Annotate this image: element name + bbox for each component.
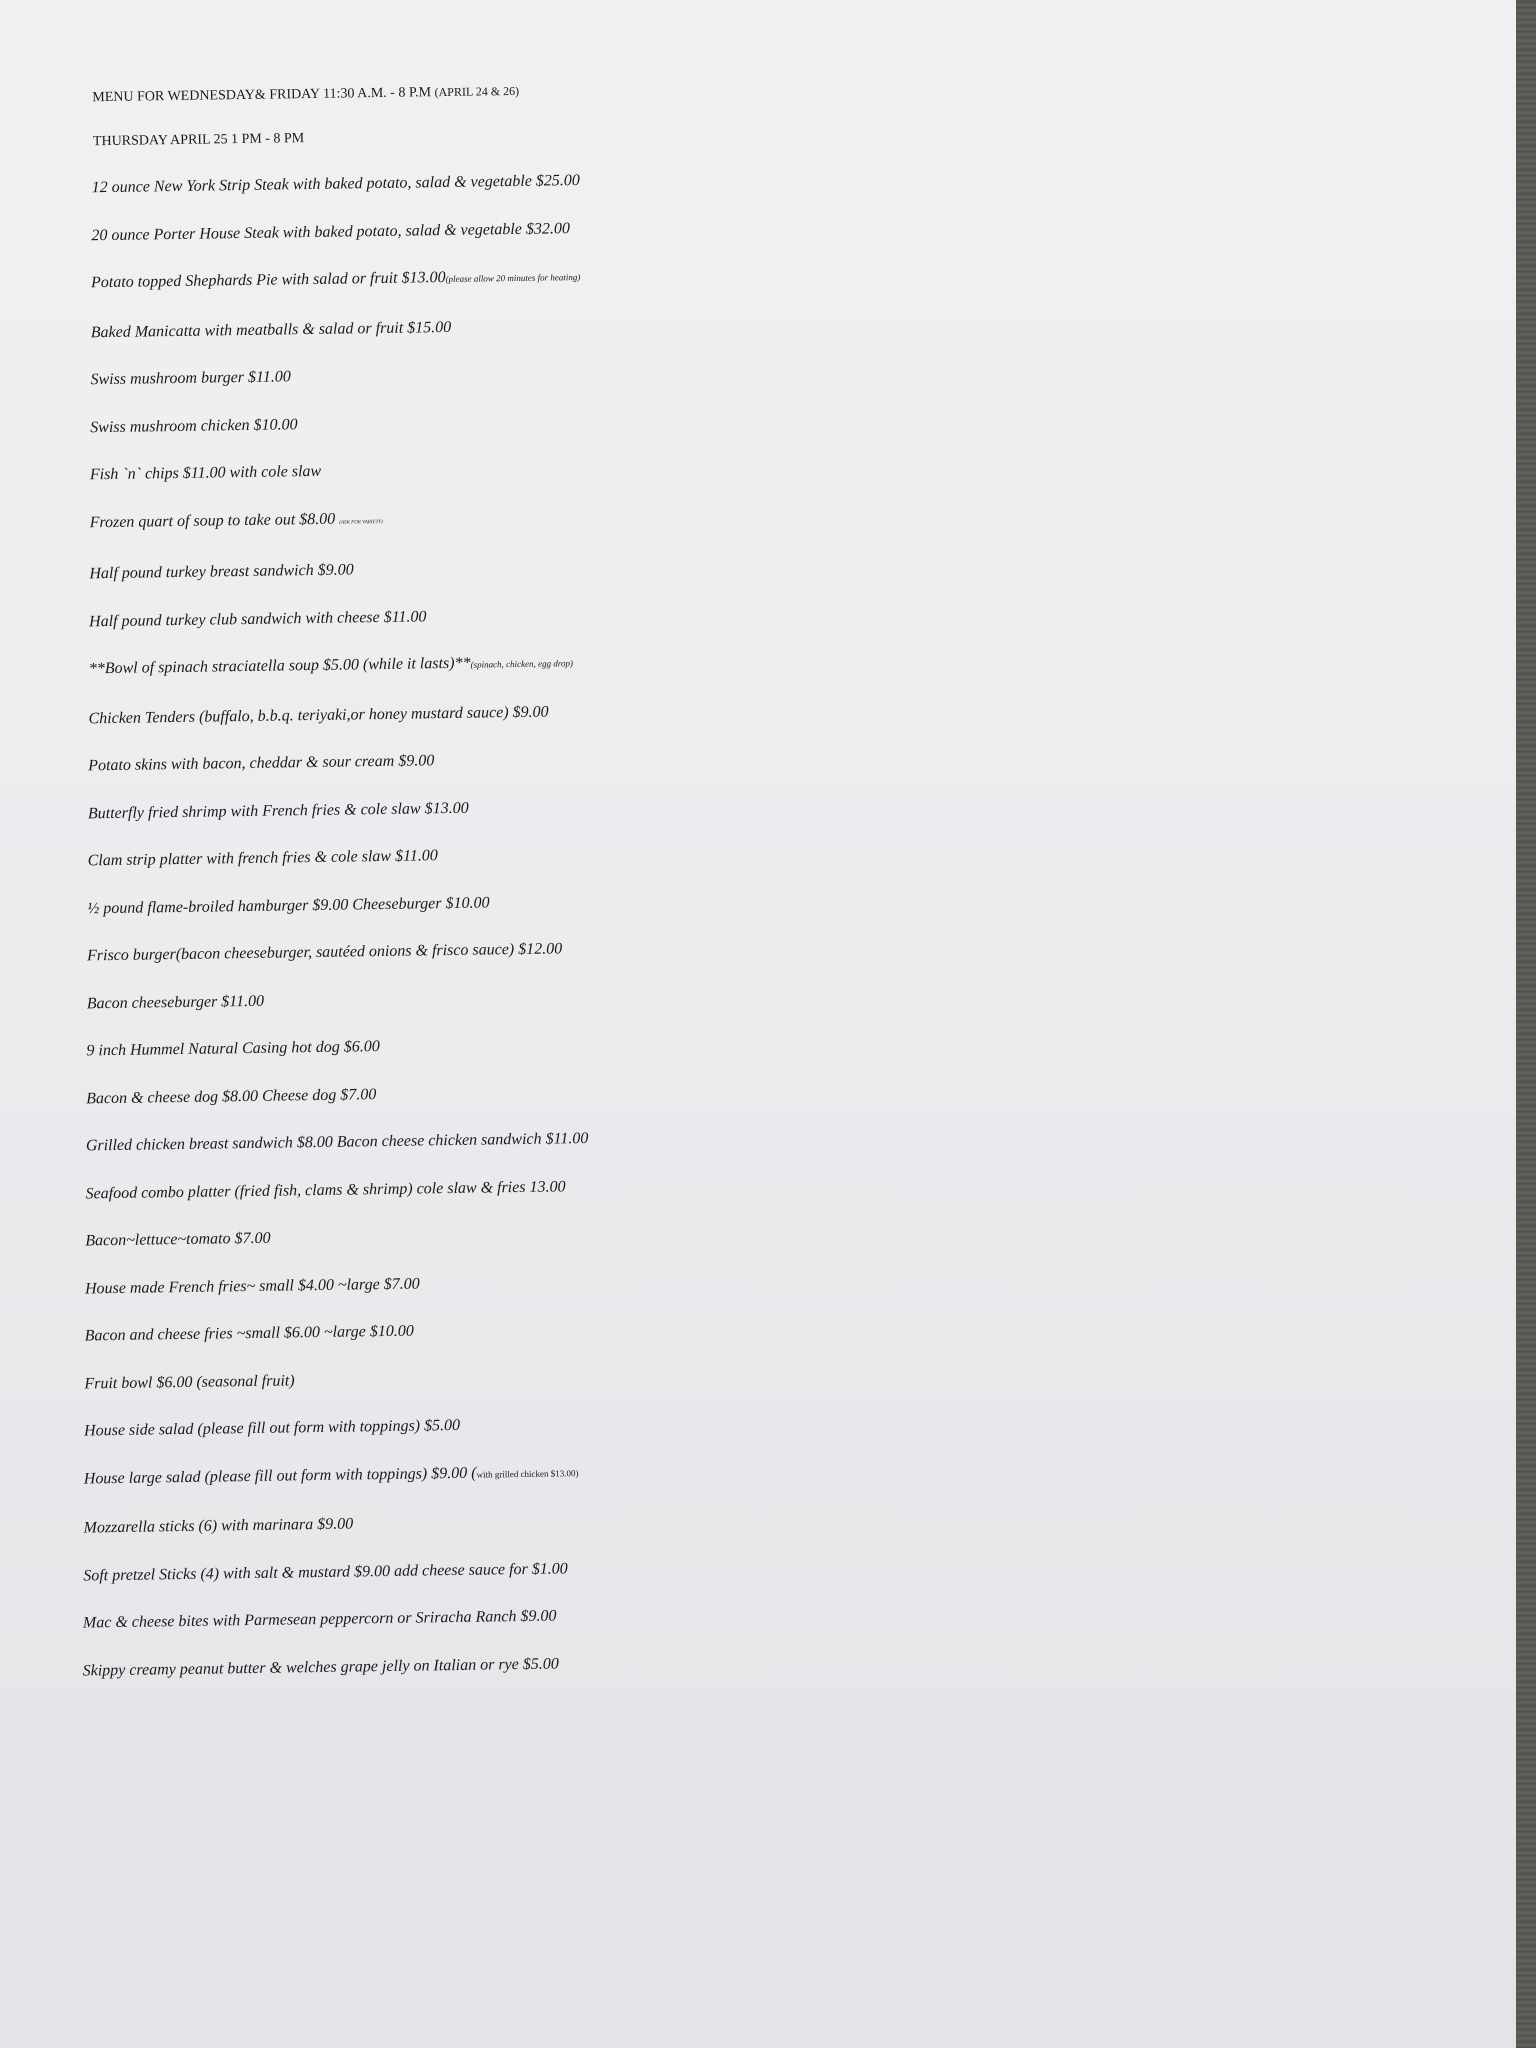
menu-header-line-2: THURSDAY APRIL 25 1 PM - 8 PM bbox=[92, 131, 305, 150]
menu-item-text: 9 inch Hummel Natural Casing hot dog $6.00 bbox=[86, 1038, 380, 1060]
menu-item-text: Half pound turkey breast sandwich $9.00 bbox=[89, 561, 354, 583]
menu-item-text: Seafood combo platter (fried fish, clams & shrimp) cole slaw & fries 13.00 bbox=[85, 1177, 566, 1202]
menu-item-text: 12 ounce New York Strip Steak with baked potato, salad & vegetable $25.00 bbox=[91, 172, 580, 197]
menu-item-note: with grilled chicken $13.00) bbox=[476, 1467, 579, 1480]
menu-item-text: Clam strip platter with french fries & cole slaw $11.00 bbox=[87, 847, 438, 870]
menu-item-text: 20 ounce Porter House Steak with baked potato, salad & vegetable $32.00 bbox=[91, 219, 571, 244]
menu-item-text: Potato skins with bacon, cheddar & sour cream $9.00 bbox=[88, 752, 435, 775]
menu-item-text: Bacon and cheese fries ~small $6.00 ~large $10.00 bbox=[84, 1322, 414, 1345]
menu-item-text: Frozen quart of soup to take out $8.00 bbox=[89, 510, 340, 531]
menu-item-text: House side salad (please fill out form with toppings) $5.00 bbox=[83, 1416, 461, 1440]
menu-item-text: Mozzarella sticks (6) with marinara $9.00 bbox=[83, 1515, 354, 1537]
menu-item-list bbox=[41, 143, 1516, 1694]
menu-item-text: House made French fries~ small $4.00 ~large $7.00 bbox=[84, 1275, 420, 1297]
menu-item-text: **Bowl of spinach straciatella soup $5.00 (while it lasts)** bbox=[88, 654, 471, 678]
menu-item-text: Chicken Tenders (buffalo, b.b.q. teriyaki,or honey mustard sauce) $9.00 bbox=[88, 703, 549, 727]
menu-sheet bbox=[40, 54, 1516, 1694]
menu-item-text: House large salad (please fill out form with toppings) $9.00 ( bbox=[83, 1464, 477, 1488]
menu-item-text: Fruit bowl $6.00 (seasonal fruit) bbox=[84, 1371, 295, 1392]
table-surface bbox=[1516, 0, 1536, 2048]
menu-item-text: Skippy creamy peanut butter & welches grape jelly on Italian or rye $5.00 bbox=[82, 1654, 559, 1680]
menu-item-text: Swiss mushroom chicken $10.00 bbox=[90, 415, 298, 436]
menu-item-text: Bacon & cheese dog $8.00 Cheese dog $7.00 bbox=[86, 1085, 377, 1107]
menu-item-note: (ASK FOR VARIETY) bbox=[339, 519, 383, 526]
menu-item-note: (spinach, chicken, egg drop) bbox=[470, 658, 574, 670]
menu-header-hours: MENU FOR WEDNESDAY& FRIDAY 11:30 A.M. - 8 P.M bbox=[92, 85, 432, 106]
menu-item-text: ½ pound flame-broiled hamburger $9.00 Cheeseburger $10.00 bbox=[87, 893, 490, 917]
menu-item-text: Half pound turkey club sandwich with cheese $11.00 bbox=[88, 607, 427, 630]
menu-item-text: Frisco burger(bacon cheeseburger, sautéed onions & frisco sauce) $12.00 bbox=[86, 940, 563, 965]
menu-item-text: Mac & cheese bites with Parmesean peppercorn or Sriracha Ranch $9.00 bbox=[82, 1607, 557, 1632]
menu-item-text: Butterfly fried shrimp with French fries & cole slaw $13.00 bbox=[87, 799, 469, 822]
menu-item-text: Swiss mushroom burger $11.00 bbox=[90, 368, 291, 389]
menu-header-dates: (APRIL 24 & 26) bbox=[434, 83, 520, 100]
menu-item-note: (please allow 20 minutes for heating) bbox=[445, 272, 581, 285]
menu-item-text: Soft pretzel Sticks (4) with salt & mustard $9.00 add cheese sauce for $1.00 bbox=[83, 1559, 568, 1585]
menu-item-text: Grilled chicken breast sandwich $8.00 Bacon cheese chicken sandwich $11.00 bbox=[85, 1129, 589, 1155]
menu-item-text: Bacon~lettuce~tomato $7.00 bbox=[85, 1229, 271, 1250]
menu-item-text: Potato topped Shephards Pie with salad or fruit $13.00 bbox=[90, 269, 446, 292]
menu-item-text: Fish `n` chips $11.00 with cole slaw bbox=[89, 462, 322, 484]
menu-item-text: Bacon cheeseburger $11.00 bbox=[86, 992, 265, 1012]
menu-item-text: Baked Manicatta with meatballs & salad or fruit $15.00 bbox=[90, 318, 452, 341]
